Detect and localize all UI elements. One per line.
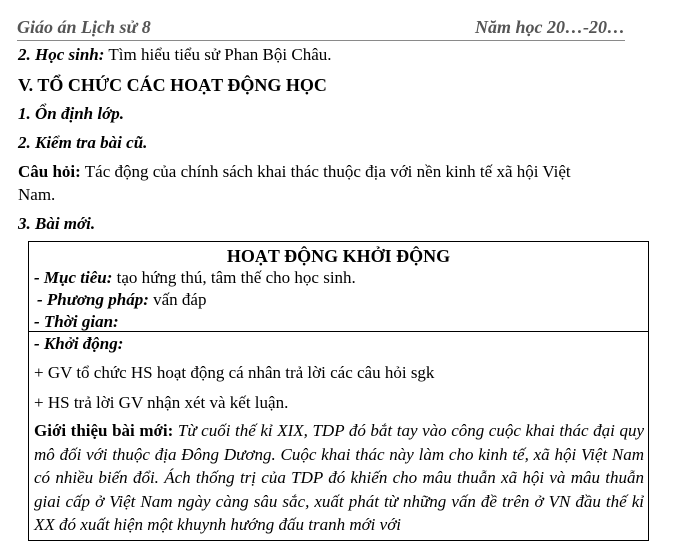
- student-response: + HS trả lời GV nhận xét và kết luận.: [34, 393, 289, 412]
- intro-label: Giới thiệu bài mới:: [34, 421, 174, 440]
- goal-line: [34, 267, 356, 289]
- student-text: Tìm hiểu tiểu sử Phan Bội Châu.: [108, 45, 332, 64]
- table-row-divider: [29, 331, 648, 332]
- student-label: 2. Học sinh:: [18, 45, 105, 64]
- student-prep-line: [18, 44, 332, 66]
- activity-table: [28, 241, 649, 541]
- method-line: [37, 289, 206, 311]
- step-check-old-lesson: 2. Kiểm tra bài cũ.: [18, 133, 148, 152]
- lesson-intro: [34, 419, 644, 537]
- goal-label: - Mục tiêu:: [34, 268, 113, 287]
- header-school-year: Năm học 20…-20…: [475, 17, 625, 37]
- goal-text: tạo hứng thú, tâm thế cho học sinh.: [116, 268, 356, 287]
- time-label: - Thời gian:: [34, 312, 119, 331]
- question-line: [18, 161, 571, 183]
- method-label: - Phương pháp:: [37, 290, 149, 309]
- step-new-lesson: 3. Bài mới.: [18, 214, 96, 233]
- question-text-2: Nam.: [18, 185, 56, 204]
- step-stabilize-class: 1. Ổn định lớp.: [18, 104, 124, 123]
- section-heading-v: V. TỔ CHỨC CÁC HOẠT ĐỘNG HỌC: [18, 75, 327, 95]
- header-subject: Giáo án Lịch sử 8: [17, 17, 151, 37]
- method-text: vấn đáp: [153, 290, 207, 309]
- start-label: - Khởi động:: [34, 334, 124, 353]
- question-text-1: Tác động của chính sách khai thác thuộc địa với nền kinh tế xã hội Việt: [84, 162, 571, 181]
- page-header: [17, 14, 625, 41]
- teacher-instruction: + GV tổ chức HS hoạt động cá nhân trả lời các câu hỏi sgk: [34, 363, 435, 382]
- question-label: Câu hỏi:: [18, 162, 81, 181]
- intro-text: Từ cuối thế kỉ XIX, TDP đó bắt tay vào công cuộc khai thác đại quy mô đối với thuộc địa Đông Dương. Cuộc khai thác này làm cho kinh tế, xã hội Việt Nam có nhiều biến đổi. Ách thống trị của TDP đó khiến cho mâu thuẫn xã hội và mâu thuẫn giai cấp ở Việt Nam ngày càng sâu sắc, xuất phát từ những vấn đề trên ở VN đầu thế kỉ XX đó xuất hiện một khuynh hướng đấu tranh mới với: [34, 421, 645, 534]
- activity-title: HOẠT ĐỘNG KHỞI ĐỘNG: [226, 246, 451, 266]
